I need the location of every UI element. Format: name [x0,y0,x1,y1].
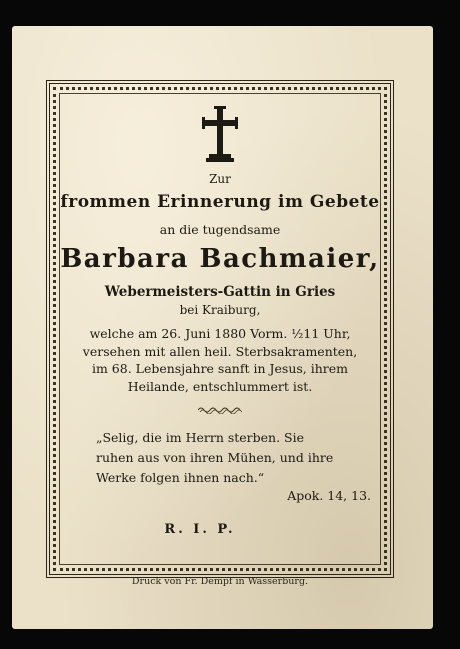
quote-line: Werke folgen ihnen nach.“ [96,470,265,485]
printer-credit: Druck von Fr. Dempf in Wasserburg. [131,576,309,587]
death-notice-line: versehen mit allen heil. Sterbsakramenten, [82,343,358,359]
deceased-name: Barbara Bachmaier, [60,244,380,274]
quote-line: „Selig, die im Herrn sterben. Sie [96,430,305,445]
rip-inscription: R. I. P. [164,522,236,537]
wavy-separator-icon [198,406,242,414]
quote-line: ruhen aus von ihren Mühen, und ihre [96,450,334,465]
death-notice-line: welche am 26. Juni 1880 Vorm. ½11 Uhr, [89,326,351,341]
latin-cross-icon [202,106,238,166]
deceased-role: Webermeisters-Gattin in Gries [104,284,336,300]
death-notice-line: Heilande, entschlummert ist. [127,378,313,394]
deceased-place: bei Kraiburg, [179,303,261,317]
heading-zur: Zur [209,172,231,186]
death-notice-line: im 68. Lebensjahre sanft in Jesus, ihrem [91,361,349,376]
scripture-citation: Apok. 14, 13. [287,488,371,503]
heading-an-die: an die tugendsame [159,222,281,237]
heading-frommen: frommen Erinnerung im Gebete [60,192,380,212]
scripture-quote [96,428,371,488]
death-notice-text [60,325,380,395]
